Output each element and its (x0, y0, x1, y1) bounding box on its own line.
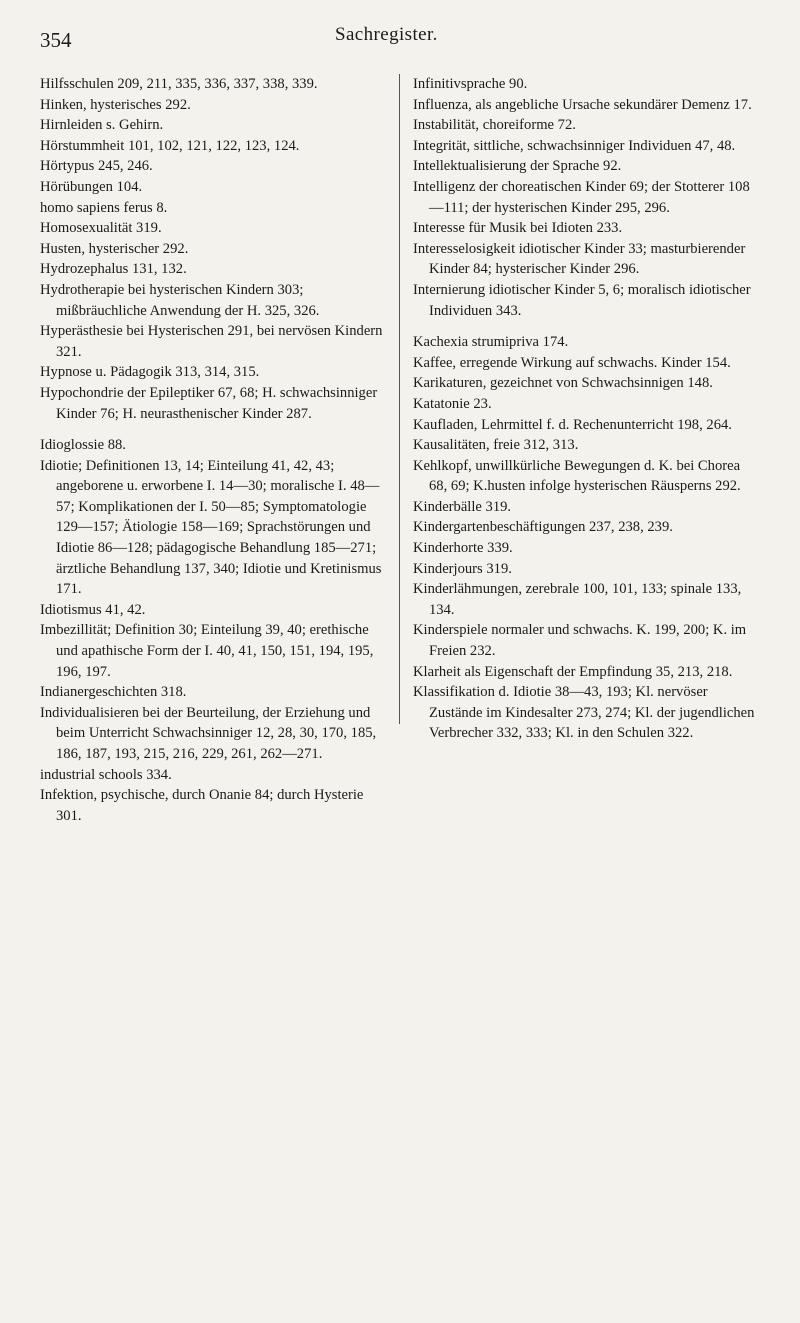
index-entry: Hinken, hysterisches 292. (40, 96, 191, 113)
column-divider (399, 74, 400, 724)
index-entry: Husten, hysterischer 292. (40, 240, 189, 257)
index-entry: Kinderjours 319. (413, 560, 512, 577)
page-number: 354 (40, 28, 72, 52)
index-entry: Kinderlähmungen, zerebrale 100, 101, 133; spinale 133, 134. (413, 581, 742, 618)
index-entry: Katatonie 23. (413, 395, 492, 412)
index-entry: Karikaturen, gezeichnet von Schwachsinnigen 148. (413, 375, 713, 392)
index-column-right (413, 74, 759, 744)
index-entry: Hirnleiden s. Gehirn. (40, 117, 164, 134)
running-title: Sachregister. (335, 24, 438, 45)
index-entry: Kinderhorte 339. (413, 540, 513, 557)
index-entry: Kehlkopf, unwillkürliche Bewegungen d. K. bei Chorea 68, 69; K.husten infolge hysterischen Räusperns 292. (413, 457, 741, 495)
index-entry: Hypnose u. Pädagogik 313, 314, 315. (40, 364, 260, 381)
index-entry: Kindergartenbeschäftigungen 237, 238, 239. (413, 519, 673, 536)
index-entry: Hyperästhesie bei Hysterischen 291, bei nervösen Kindern 321. (40, 323, 383, 360)
index-entry: Hydrozephalus 131, 132. (40, 261, 187, 278)
index-entry: homo sapiens ferus 8. (40, 199, 168, 216)
index-entry: Kachexia strumipriva 174. (413, 334, 569, 351)
index-entry: Individualisieren bei der Beurteilung, der Erziehung und beim Unterricht Schwachsinniger 12, 28, 30, 170, 185, 186, 187, 193, 215, 216, 229, 261, 262—271. (40, 704, 377, 762)
index-entry: Kinderbälle 319. (413, 498, 512, 515)
index-column-left (40, 74, 386, 826)
index-entry: Klassifikation d. Idiotie 38—43, 193; Kl. nervöser Zustände im Kindesalter 273, 274; Kl. der jugendlichen Verbrecher 332, 333; Kl. in den Schulen 322. (413, 684, 755, 742)
index-entry: Hörtypus 245, 246. (40, 158, 153, 175)
index-entry: Hörübungen 104. (40, 178, 143, 195)
index-entry: Infinitivsprache 90. (413, 76, 528, 92)
index-entry: Idiotismus 41, 42. (40, 601, 146, 618)
index-entry: Integrität, sittliche, schwachsinniger Individuen 47, 48. (413, 137, 736, 154)
index-entry: Idioglossie 88. (40, 437, 126, 454)
index-entry: industrial schools 334. (40, 766, 172, 783)
index-entry: Kausalitäten, freie 312, 313. (413, 437, 579, 454)
index-entry: Klarheit als Eigenschaft der Empfindung 35, 213, 218. (413, 663, 733, 680)
index-entry: Intelligenz der choreatischen Kinder 69; der Stotterer 108—111; der hysterischen Kinder 295, 296. (413, 178, 750, 216)
index-entry: Hilfsschulen 209, 211, 335, 336, 337, 338, 339. (40, 76, 318, 92)
index-entry: Homosexualität 319. (40, 220, 162, 237)
index-entry: Imbezillität; Definition 30; Einteilung 39, 40; erethische und apathische Form der I. 40, 41, 150, 151, 194, 195, 196, 197. (40, 622, 374, 680)
index-entry: Kaffee, erregende Wirkung auf schwachs. Kinder 154. (413, 354, 731, 371)
page-header (0, 22, 800, 56)
index-entry: Hypochondrie der Epileptiker 67, 68; H. schwachsinniger Kinder 76; H. neurasthenischer Kinder 287. (40, 384, 378, 422)
index-entry: Internierung idiotischer Kinder 5, 6; moralisch idiotischer Individuen 343. (413, 281, 751, 319)
index-entry: Indianergeschichten 318. (40, 684, 187, 701)
index-entry: Influenza, als angebliche Ursache sekundärer Demenz 17. (413, 96, 752, 113)
index-entry: Infektion, psychische, durch Onanie 84; durch Hysterie 301. (40, 787, 364, 824)
index-entry: Hörstummheit 101, 102, 121, 122, 123, 124. (40, 137, 300, 154)
index-entry: Kinderspiele normaler und schwachs. K. 199, 200; K. im Freien 232. (413, 622, 747, 660)
index-entry: Idiotie; Definitionen 13, 14; Einteilung 41, 42, 43; angeborene u. erworbene I. 14—30; moralische I. 48—57; Komplikationen der I. 50—85; Symptomatologie 129—157; Ätiologie 158—169; Sprachstörungen und Idiotie 86—128; pädagogische Behandlung 185—271; ärztliche Behandlung 137, 340; Idiotie und Kretinismus 171. (40, 457, 382, 598)
index-entry: Instabilität, choreiforme 72. (413, 117, 576, 134)
index-entry: Intellektualisierung der Sprache 92. (413, 158, 622, 175)
index-entry: Interesselosigkeit idiotischer Kinder 33; masturbierender Kinder 84; hysterischer Kinder 296. (413, 240, 746, 278)
index-entry: Kaufladen, Lehrmittel f. d. Rechenunterricht 198, 264. (413, 416, 732, 433)
index-entry: Hydrotherapie bei hysterischen Kindern 303; mißbräuchliche Anwendung der H. 325, 326. (40, 281, 320, 319)
index-entry: Interesse für Musik bei Idioten 233. (413, 220, 623, 237)
